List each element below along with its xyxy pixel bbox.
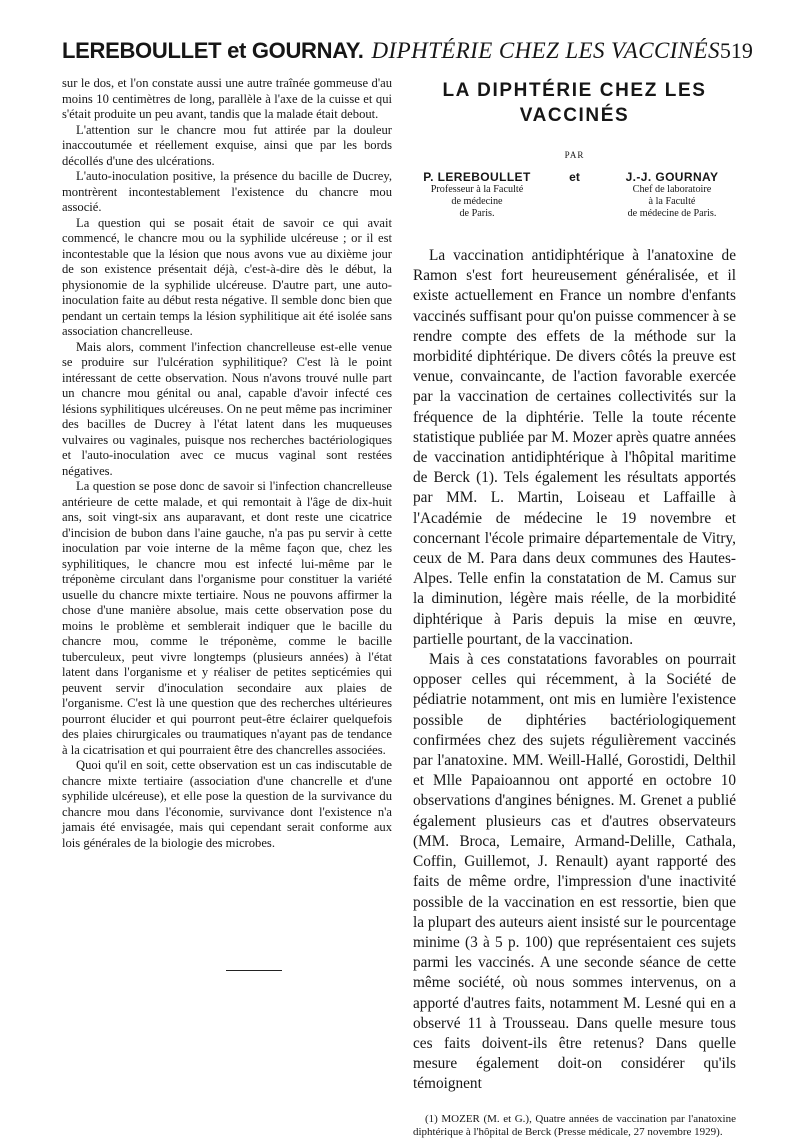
author-1	[413, 170, 541, 220]
author-conjunction: et	[569, 170, 580, 184]
left-paragraph: L'attention sur le chancre mou fut attirée par la douleur inaccoutumée et réellement exquise, ainsi que par les bords décollés d'une des ulcérations.	[62, 122, 392, 168]
author-2-affiliation-line: à la Faculté	[648, 196, 696, 207]
left-paragraph: sur le dos, et l'on constate aussi une autre traînée gommeuse d'au moins 10 centimètres de long, parallèle à l'axe de la cuisse et qui s'était produite un peu avant, tandis que la malade était debout.	[62, 76, 392, 121]
authors-block	[413, 170, 736, 220]
author-2-affiliation-line: de médecine de Paris.	[627, 208, 717, 219]
page-number: 519	[719, 38, 753, 63]
author-2-affiliation-line: Chef de laboratoire	[632, 184, 712, 195]
header-title: DIPHTÉRIE CHEZ LES VACCINÉS	[371, 38, 720, 63]
article-title-line-2: VACCINÉS	[519, 105, 630, 126]
left-paragraph: L'auto-inoculation positive, la présence du bacille de Ducrey, montrèrent incontestablement l'existence du chancre mou associé.	[62, 169, 392, 214]
author-1-affiliation-line: Professeur à la Faculté	[430, 184, 524, 195]
left-column	[62, 76, 392, 851]
author-1-affiliation-line: de Paris.	[459, 208, 495, 219]
section-separator-rule	[226, 970, 282, 971]
article-title-line-1: LA DIPHTÉRIE CHEZ LES	[442, 80, 707, 101]
byline-par: PAR	[564, 150, 585, 160]
left-paragraph: Quoi qu'il en soit, cette observation est un cas indiscutable de chancre mixte tertiaire (association d'une chancrelle et d'une syphilide ulcéreuse), et elle pose la question de la survivance du chancre mou dans l'économie, survivance dont l'existence n'a jamais été envisagée, mais qui cependant serait conforme aux lois générales de la biologie des microbes.	[62, 758, 392, 850]
left-paragraph: La question se pose donc de savoir si l'infection chancrelleuse antérieure de cette malade, et qui remontait à l'âge de dix-huit ans, soit vingt-six ans auparavant, et dont reste une cicatrice d'incision de bubon dans l'aine gauche, n'a pas pu servir à cette inoculation par voie interne de la même façon que, chez les syphilitiques, le chancre mou est infecté lui-même par le tréponème circulant dans l'organisme pour constituer la variété usuelle du chancre mixte tertiaire. Nous ne pouvons affirmer la chose d'une manière absolue, mais cette observation pose du moins le problème et semblerait indiquer que le bacille du chancre mou, comme le tréponème, comme le bacille tuberculeux, peut vivre longtemps (plusieurs années) à l'état latent dans l'organisme et y réaliser de petites septicémies qui peuvent servir d'inoculation secondaire aux plaies de l'organisme. C'est là une question que des recherches ultérieures pourront élucider et qui pourront peut-être éclairer quelquefois des plaies chirurgicales ou traumatiques n'ayant pas de tendance à la cicatrisation et qui pourraient être des chancrelles associées.	[62, 479, 392, 757]
left-paragraph: Mais alors, comment l'infection chancrelleuse est-elle venue se produire sur l'ulcération syphilitique? C'est là le point intéressant de cette observation. Nous n'avons trouvé nulle part un chancre mou génital ou anal, capable d'avoir infecté ces lésions syphilitiques ulcéreuses. On ne peut même pas incriminer des bacilles de Ducrey à l'état latent dans les muqueuses vulvaires ou vaginales, puisque nos recherches bactériologiques et l'auto-inoculation avec ce mucus vaginal sont restées négatives.	[62, 339, 392, 478]
footnote	[413, 1113, 736, 1139]
article-title	[413, 78, 736, 128]
right-column	[413, 78, 736, 1139]
header-authors: LEREBOULLET et GOURNAY.	[62, 38, 364, 63]
author-2	[608, 170, 736, 220]
article-body	[413, 246, 736, 1095]
article-paragraph: La vaccination antidiphtérique à l'anatoxine de Ramon s'est fort heureusement généralisée, et il existe actuellement en France un nombre d'enfants vaccinés suffisant pour qu'on puisse commencer à se rendre compte des effets de la méthode sur la morbidité diphtérique. De divers côtés la preuve est venue, convaincante, de l'action favorable exercée par la vaccination de certaines collectivités sur la fréquence de la diphtérie. Telle la toute récente statistique publiée par M. Mozer après quatre années de vaccination antidiphtérique à l'hôpital maritime de Berck (1). Tels également les résultats apportés par MM. L. Martin, Loiseau et Laffaille à l'Académie de médecine le 19 novembre et concernant l'école primaire départementale de Vitry, ceux de M. Para dans deux communes des Hautes-Alpes. Telle enfin la constatation de M. Camus sur la diminution, légère mais réelle, de la morbidité diphtérique à Paris depuis la mise en œuvre, partielle pourtant, de la vaccination.	[413, 247, 736, 648]
left-paragraph: La question qui se posait était de savoir ce qui avait commencé, le chancre mou ou la syphilide ulcéreuse ; or il est incontestable que la lésion que nous avons vue au dixième jour de son existence présentait déjà, c'est-à-dire dès le début, la physionomie de la syphilide ulcéreuse. D'autre part, une auto-inoculation faite au début resta négative. Il semble donc bien que pendant un certain temps la lésion syphilitique ait été isolée sans association chancrelleuse.	[62, 215, 392, 338]
article-paragraph: Mais à ces constatations favorables on pourrait opposer celles qui récemment, à la Société de pédiatrie notamment, ont mis en lumière l'existence possible de diphtéries bactériologiquement confirmées chez des sujets régulièrement vaccinés par l'anatoxine. MM. Weill-Hallé, Gorostidi, Delthil et Mlle Papaioannou ont apporté en octobre 10 observations d'angines bénignes. M. Grenet a publié également plusieurs cas et d'autres observateurs (MM. Broca, Lemaire, Armand-Delille, Cathala, Coffin, Guillemot, J. Renault) ayant rapporté des faits de même ordre, l'impression d'une inactivité possible de la vaccination en est ressortie, bien que la plupart des auteurs aient insisté sur le pourcentage minime (3 à 5 p. 100) que représentaient ces sujets parmi les vaccinés. A une seconde séance de cette même société, où nous sommes intervenus, on a apporté d'autres faits, notamment M. Lesné qui en a observé 11 à Trousseau. Dans quelle mesure tous ces faits doivent-ils être retenus? Dans quelle mesure également doit-on considérer qu'ils témoignent	[413, 651, 736, 1093]
running-header	[62, 38, 753, 74]
author-1-name: P. LEREBOULLET	[423, 170, 531, 184]
footnote-text: (1) MOZER (M. et G.), Quatre années de vaccination par l'anatoxine diphtérique à l'hôpital de Berck (Presse médicale, 27 novembre 1929).	[413, 1112, 736, 1138]
author-1-affiliation-line: de médecine	[451, 196, 503, 207]
author-2-name: J.-J. GOURNAY	[625, 170, 719, 184]
